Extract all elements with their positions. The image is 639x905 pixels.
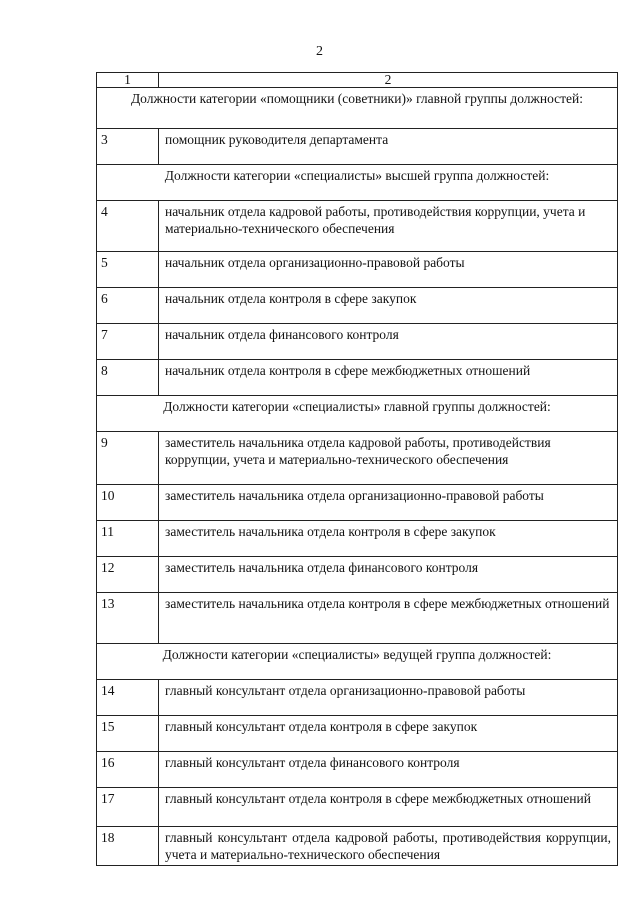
row-number: 15: [97, 716, 159, 752]
table-row: [97, 252, 618, 288]
position-text: главный консультант отдела кадровой работы, противодействия коррупции, учета и материально-технического обеспечения: [159, 827, 618, 866]
position-text: помощник руководителя департамента: [159, 129, 618, 165]
position-text: заместитель начальника отдела кадровой работы, противодействия коррупции, учета и материально-технического обеспечения: [159, 432, 618, 485]
row-number: 18: [97, 827, 159, 866]
group-heading: Должности категории «специалисты» высшей группа должностей:: [97, 165, 618, 201]
table-row: [97, 485, 618, 521]
page-number: 2: [316, 44, 323, 59]
header-col-2: 2: [159, 73, 618, 88]
table-row: [97, 716, 618, 752]
group-heading: Должности категории «помощники (советники)» главной группы должностей:: [97, 88, 618, 129]
table-row: [97, 360, 618, 396]
row-number: 3: [97, 129, 159, 165]
group-heading: Должности категории «специалисты» ведущей группа должностей:: [97, 644, 618, 680]
position-text: главный консультант отдела контроля в сфере межбюджетных отношений: [159, 788, 618, 827]
table-row: [97, 129, 618, 165]
position-text: начальник отдела финансового контроля: [159, 324, 618, 360]
position-text: главный консультант отдела финансового контроля: [159, 752, 618, 788]
row-number: 16: [97, 752, 159, 788]
position-text: главный консультант отдела контроля в сфере закупок: [159, 716, 618, 752]
position-text: начальник отдела кадровой работы, противодействия коррупции, учета и материально-технического обеспечения: [159, 201, 618, 252]
row-number: 6: [97, 288, 159, 324]
group-row: [97, 644, 618, 680]
position-text: начальник отдела контроля в сфере закупок: [159, 288, 618, 324]
position-text: начальник отдела организационно-правовой работы: [159, 252, 618, 288]
group-row: [97, 396, 618, 432]
position-text: заместитель начальника отдела финансового контроля: [159, 557, 618, 593]
header-col-1: 1: [97, 73, 159, 88]
table-row: [97, 752, 618, 788]
header-row: [97, 73, 618, 88]
positions-table: [96, 72, 618, 866]
table-row: [97, 557, 618, 593]
row-number: 14: [97, 680, 159, 716]
row-number: 7: [97, 324, 159, 360]
table-row: [97, 593, 618, 644]
position-text: заместитель начальника отдела контроля в сфере межбюджетных отношений: [159, 593, 618, 644]
table-row: [97, 324, 618, 360]
group-row: [97, 165, 618, 201]
position-text: начальник отдела контроля в сфере межбюджетных отношений: [159, 360, 618, 396]
group-row: [97, 88, 618, 129]
row-number: 12: [97, 557, 159, 593]
position-text: главный консультант отдела организационно-правовой работы: [159, 680, 618, 716]
table-row: [97, 432, 618, 485]
row-number: 13: [97, 593, 159, 644]
row-number: 17: [97, 788, 159, 827]
row-number: 11: [97, 521, 159, 557]
table-row: [97, 288, 618, 324]
row-number: 9: [97, 432, 159, 485]
row-number: 8: [97, 360, 159, 396]
table-row: [97, 827, 618, 866]
row-number: 10: [97, 485, 159, 521]
table-row: [97, 788, 618, 827]
table-row: [97, 680, 618, 716]
group-heading: Должности категории «специалисты» главной группы должностей:: [97, 396, 618, 432]
table-row: [97, 201, 618, 252]
position-text: заместитель начальника отдела контроля в сфере закупок: [159, 521, 618, 557]
row-number: 5: [97, 252, 159, 288]
table-row: [97, 521, 618, 557]
position-text: заместитель начальника отдела организационно-правовой работы: [159, 485, 618, 521]
row-number: 4: [97, 201, 159, 252]
